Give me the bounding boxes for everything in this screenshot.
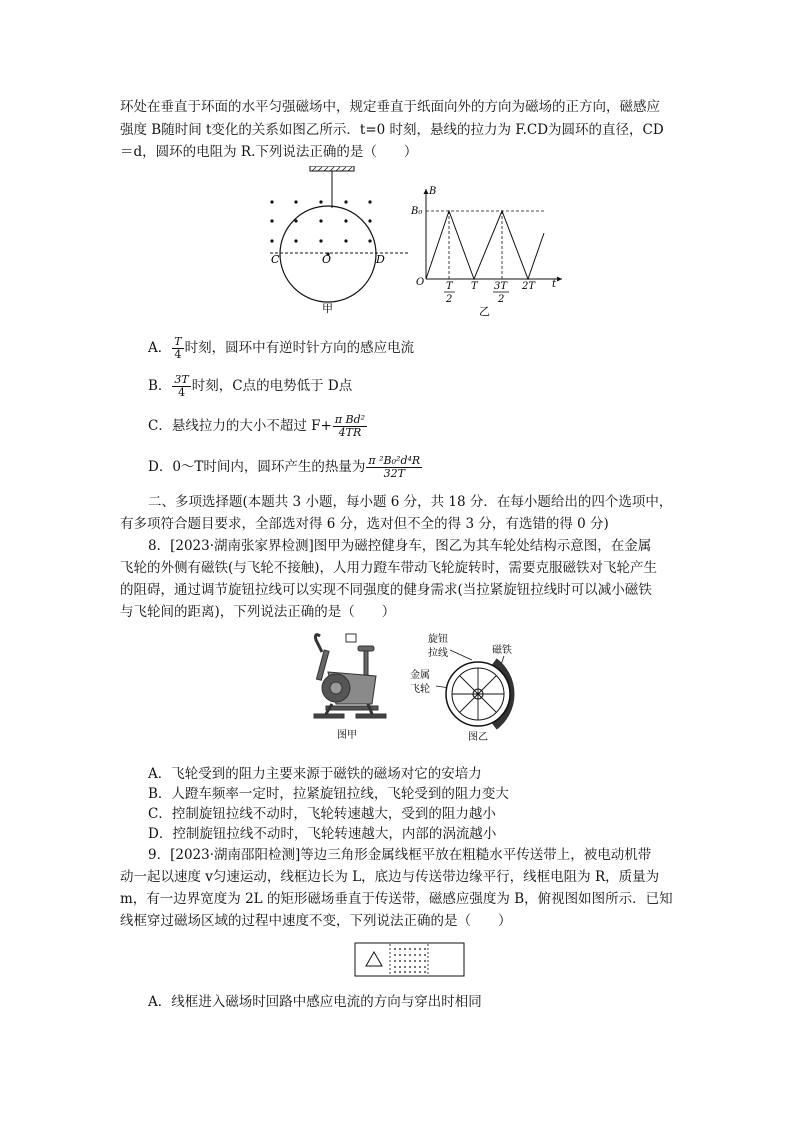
q9-line-4: 线框穿过磁场区域的过程中速度不变，下列说法正确的是（ ） bbox=[120, 913, 512, 929]
peak-label: B₀ bbox=[411, 206, 423, 217]
q8-line-4: 与飞轮间的距离)，下列说法正确的是（ ） bbox=[120, 604, 396, 620]
q8-line-1: 8．[2023·湖南张家界检测]图甲为磁控健身车，图乙为其车轮处结构示意图，在金属 bbox=[148, 538, 652, 554]
q7-option-a[interactable] bbox=[148, 336, 414, 361]
tick-t: T bbox=[471, 281, 478, 292]
tick-t-half-den: 2 bbox=[446, 294, 453, 305]
option-a-text: 时刻，圆环中有逆时针方向的感应电流 bbox=[184, 340, 415, 356]
caption-yi: 乙 bbox=[479, 305, 490, 318]
label-o: O bbox=[322, 253, 332, 266]
q7-option-c[interactable] bbox=[148, 414, 368, 439]
figure-flywheel bbox=[400, 628, 536, 744]
tick-3t-half-num: 3T bbox=[494, 281, 508, 292]
q7-line-1: 环处在垂直于环面的水平匀强磁场中，规定垂直于纸面向外的方向为磁场的正方向，磁感应 bbox=[120, 99, 660, 115]
tick-3t-half-den: 2 bbox=[498, 294, 505, 305]
caption-jia: 甲 bbox=[322, 302, 333, 315]
q8-option-c[interactable]: C．控制旋钮拉线不动时，飞轮转速越大，受到的阻力越小 bbox=[148, 806, 496, 822]
label-wheel-1: 金属 bbox=[410, 670, 430, 681]
option-c-text: C．悬线拉力的大小不超过 F+ bbox=[148, 418, 332, 434]
option-d-text: D．0～T时间内，圆环产生的热量为 bbox=[148, 459, 366, 475]
label-knob-2: 拉线 bbox=[428, 648, 448, 659]
label-knob-1: 旋钮 bbox=[428, 634, 448, 645]
q9-line-1: 9．[2023·湖南邵阳检测]等边三角形金属线框平放在粗糙水平传送带上，被电动机带 bbox=[148, 847, 652, 863]
axis-b: B bbox=[429, 186, 437, 197]
q8-option-b[interactable]: B．人蹬车频率一定时，拉紧旋钮拉线，飞轮受到的阻力变大 bbox=[148, 786, 509, 802]
option-b-frac: $\frac{3T}{4}$ bbox=[174, 373, 189, 399]
caption-bike: 图甲 bbox=[337, 730, 357, 741]
option-a-prefix: A． bbox=[148, 340, 172, 356]
label-c: C bbox=[271, 253, 280, 266]
figure-conveyor bbox=[354, 942, 466, 978]
q9-line-2: 动一起以速度 v匀速运动，线框边长为 L，底边与传送带边缘平行，线框电阻为 R，质量为 bbox=[120, 869, 660, 885]
q7-option-d[interactable] bbox=[148, 455, 423, 480]
option-d-frac: $\frac{\text{π ²B₀²d⁴R}}{32T}$ bbox=[368, 454, 421, 480]
q9-line-3: m，有一边界宽度为 2L 的矩形磁场垂直于传送带，磁感应强度为 B，俯视图如图所示．已知 bbox=[120, 891, 673, 907]
label-wheel-2: 飞轮 bbox=[410, 684, 430, 695]
q8-option-a[interactable]: A．飞轮受到的阻力主要来源于磁铁的磁场对它的安培力 bbox=[148, 766, 482, 782]
figure-yi bbox=[410, 183, 568, 319]
q7-option-b[interactable] bbox=[148, 374, 352, 399]
tick-2t: 2T bbox=[522, 281, 536, 292]
label-magnet: 磁铁 bbox=[492, 645, 512, 656]
option-b-prefix: B． bbox=[148, 378, 172, 394]
q8-line-3: 的阻碍，通过调节旋钮拉线可以实现不同强度的健身需求(当拉紧旋钮拉线时可以减小磁铁 bbox=[120, 582, 652, 598]
option-b-text: 时刻，C点的电势低于 D点 bbox=[191, 378, 353, 394]
origin-o: O bbox=[416, 277, 425, 288]
section2-line-1: 二、多项选择题(本题共 3 小题，每小题 6 分，共 18 分．在每小题给出的四个选项中， bbox=[148, 494, 673, 510]
q7-line-3: ＝d，圆环的电阻为 R.下列说法正确的是（ ） bbox=[120, 144, 418, 160]
caption-flywheel: 图乙 bbox=[468, 732, 488, 743]
q8-option-d[interactable]: D．控制旋钮拉线不动时，飞轮转速越大，内部的涡流越小 bbox=[148, 826, 497, 842]
option-c-frac: $\frac{\text{π Bd²}}{4TR}$ bbox=[334, 413, 366, 439]
q7-line-2: 强度 B随时间 t变化的关系如图乙所示．t=0 时刻，悬线的拉力为 F.CD为圆环的直径，CD bbox=[120, 122, 664, 138]
tick-t-half-num: T bbox=[446, 281, 453, 292]
figure-jia bbox=[262, 166, 425, 320]
q9-option-a[interactable]: A．线框进入磁场时回路中感应电流的方向与穿出时相同 bbox=[148, 994, 482, 1010]
label-d: D bbox=[376, 253, 385, 266]
section2-line-2: 有多项符合题目要求，全部选对得 6 分，选对但不全的得 3 分，有选错的得 0 分) bbox=[120, 516, 609, 532]
axis-t: t bbox=[552, 279, 557, 290]
q8-line-2: 飞轮的外侧有磁铁(与飞轮不接触)，人用力蹬车带动飞轮旋转时，需要克服磁铁对飞轮产生 bbox=[120, 560, 658, 576]
figure-bike bbox=[306, 626, 398, 744]
option-a-frac: $\frac{T}{4}$ bbox=[174, 335, 182, 361]
